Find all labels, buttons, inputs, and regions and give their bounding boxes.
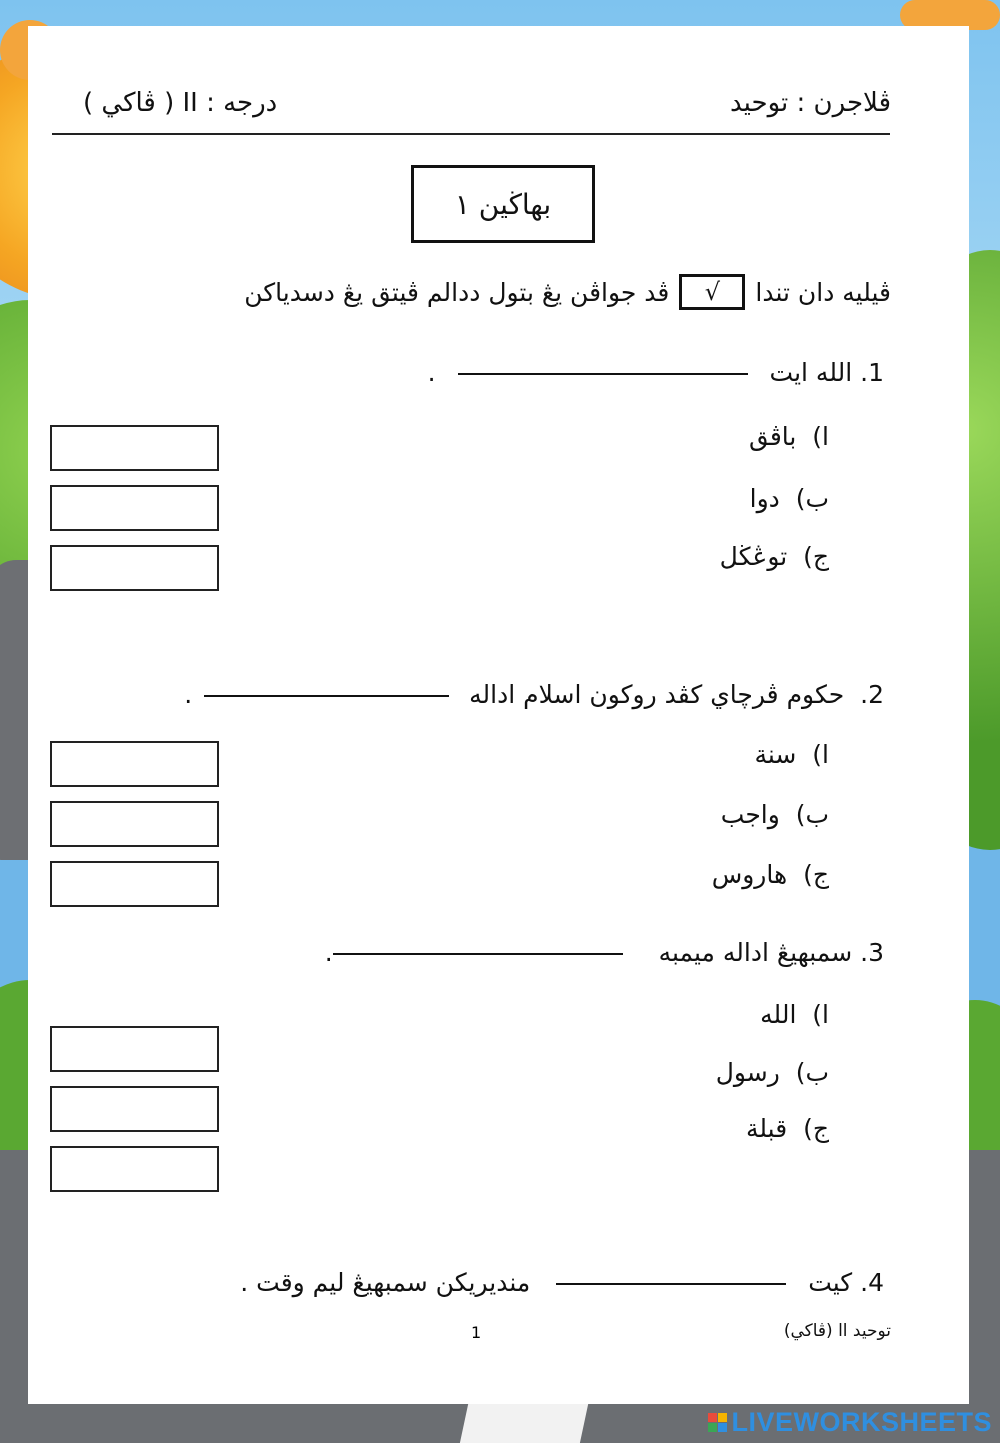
question-text-2: منديريکن سمبهيڠ ليم وقت . — [240, 1268, 531, 1297]
question-end: . — [427, 358, 436, 387]
brand-name: LIVEWORKSHEETS — [731, 1407, 992, 1437]
instruction-part1: ڤيليه دان تندا — [755, 277, 891, 307]
option-letter: ج) — [803, 860, 829, 889]
option-c — [720, 542, 829, 571]
logo-square — [708, 1423, 717, 1432]
option-c — [712, 860, 829, 889]
option-letter: ب) — [795, 1058, 829, 1087]
section-title-text: بهاڬين ١ — [454, 187, 552, 221]
option-letter: ا) — [812, 1000, 829, 1029]
answer-box-q1-a[interactable] — [50, 425, 219, 471]
question-end: . — [324, 938, 333, 967]
question-number: 3. — [860, 938, 884, 967]
question-2 — [184, 680, 884, 709]
question-1 — [428, 358, 884, 387]
option-a — [754, 740, 829, 769]
option-letter: ب) — [795, 800, 829, 829]
answer-box-q3-c[interactable] — [50, 1146, 219, 1192]
question-text: الله ايت — [769, 358, 853, 387]
worksheet-page — [28, 26, 969, 1404]
answer-box-q2-c[interactable] — [50, 861, 219, 907]
option-c — [746, 1114, 829, 1143]
option-b — [750, 484, 829, 513]
header-divider — [52, 133, 890, 135]
option-letter: ج) — [803, 1114, 829, 1143]
option-text: الله — [760, 1000, 797, 1029]
subject-label: ڤلاجرن : توحيد — [730, 88, 891, 118]
option-letter: ا) — [812, 740, 829, 769]
option-text: قبلة — [746, 1114, 788, 1143]
option-letter: ا) — [812, 422, 829, 451]
section-title — [411, 165, 595, 243]
logo-square — [708, 1413, 717, 1422]
answer-box-q3-b[interactable] — [50, 1086, 219, 1132]
option-b — [721, 800, 829, 829]
tick-icon: √ — [704, 278, 721, 306]
page-number: 1 — [471, 1323, 482, 1342]
option-text: واجب — [720, 800, 780, 829]
option-letter: ب) — [795, 484, 829, 513]
instruction-part2: ڤد جواڤن يڠ بتول ددالم ڤيتق يڠ دسدياکن — [244, 277, 670, 307]
answer-box-q1-c[interactable] — [50, 545, 219, 591]
answer-box-q2-a[interactable] — [50, 741, 219, 787]
tick-sample-box — [679, 274, 745, 310]
option-text: دوا — [749, 484, 780, 513]
option-text: هاروس — [711, 860, 788, 889]
option-text: رسول — [715, 1058, 780, 1087]
answer-box-q2-b[interactable] — [50, 801, 219, 847]
option-a — [760, 1000, 829, 1029]
question-text: کيت — [808, 1268, 853, 1297]
grade-label: درجه : II ( ڤاکي ) — [83, 88, 278, 118]
answer-blank — [204, 695, 449, 697]
option-letter: ج) — [803, 542, 829, 571]
answer-blank — [556, 1283, 786, 1285]
logo-square — [718, 1413, 727, 1422]
liveworksheets-logo-icon — [708, 1413, 727, 1432]
question-4 — [240, 1268, 884, 1297]
answer-box-q3-a[interactable] — [50, 1026, 219, 1072]
option-text: توڠڬل — [719, 542, 788, 571]
answer-blank — [333, 953, 623, 955]
footer-label: توحيد اا (ڤاکي) — [783, 1321, 891, 1341]
answer-box-q1-b[interactable] — [50, 485, 219, 531]
question-number: 4. — [860, 1268, 884, 1297]
liveworksheets-brand[interactable] — [708, 1407, 992, 1438]
option-text: سنة — [754, 740, 797, 769]
answer-blank — [458, 373, 748, 375]
question-end: . — [184, 680, 193, 709]
question-text: سمبهيڠ اداله ميمبه — [658, 938, 853, 967]
instruction — [244, 274, 891, 310]
option-b — [716, 1058, 829, 1087]
option-a — [749, 422, 829, 451]
question-number: 1. — [860, 358, 884, 387]
question-number: 2. — [860, 680, 884, 709]
logo-square — [718, 1423, 727, 1432]
question-text: حکوم ڤرچاي کڤد روکون اسلام اداله — [469, 680, 845, 709]
option-text: باڤق — [749, 422, 797, 451]
question-3 — [325, 938, 884, 967]
